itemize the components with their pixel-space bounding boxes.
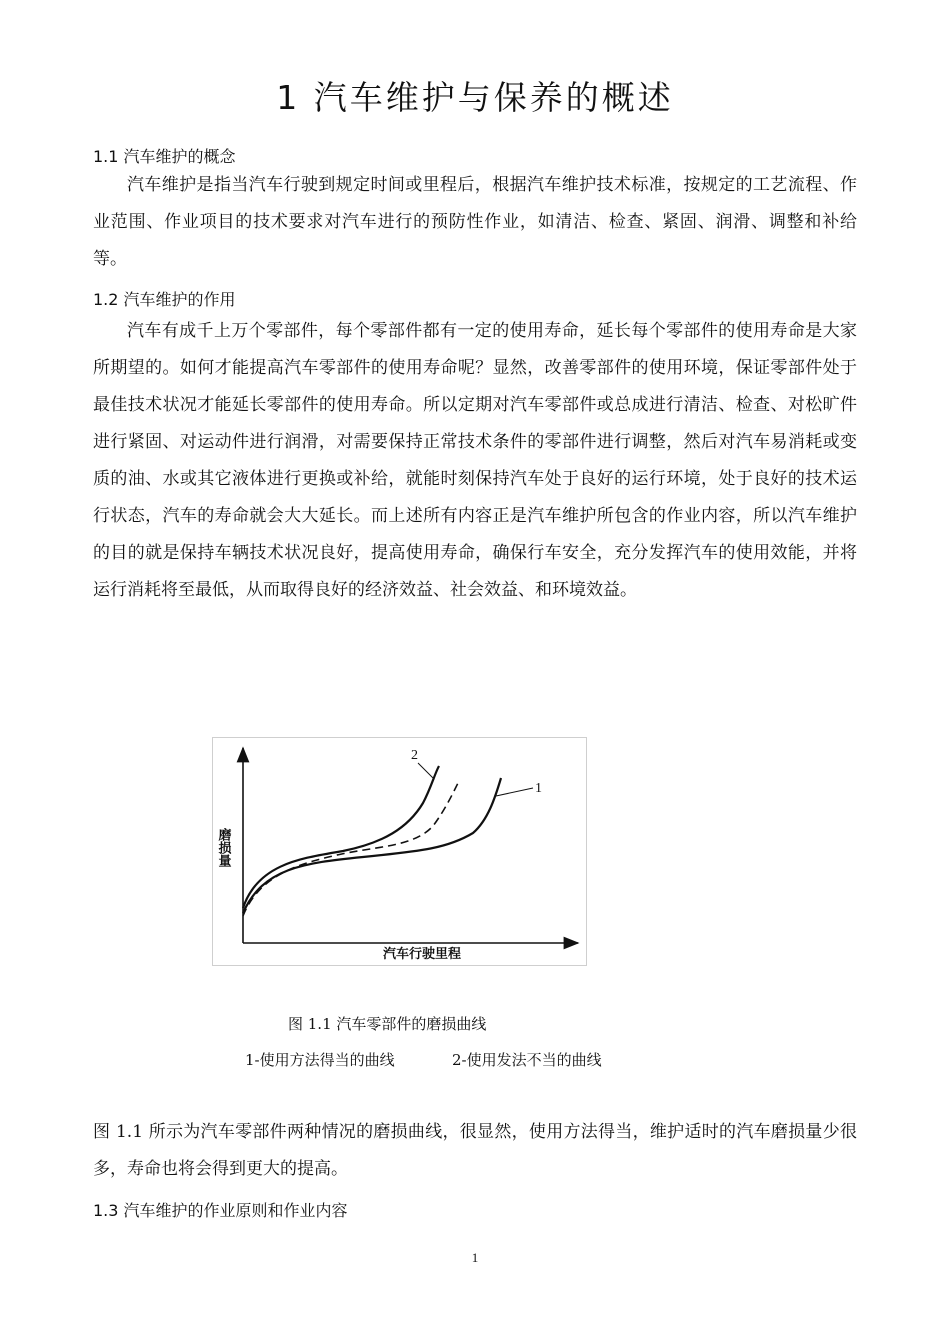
figure-legend-2: 2-使用发法不当的曲线 — [452, 1051, 602, 1069]
page-title: 1 汽车维护与保养的概述 — [276, 78, 674, 117]
page-number: 1 — [471, 1250, 479, 1265]
section-heading-1-3: 1.3 汽车维护的作业原则和作业内容 — [93, 1201, 348, 1220]
section-heading-1-1: 1.1 汽车维护的概念 — [93, 147, 236, 166]
curve-1 — [243, 778, 501, 913]
section-paragraph-1-1: 汽车维护是指当汽车行驶到规定时间或里程后，根据汽车维护技术标准，按规定的工艺流程、作业范围、作业项目的技术要求对汽车进行的预防性作业，如清洁、检查、紧固、润滑、调整和补给等。 — [93, 175, 857, 269]
curve-2 — [243, 766, 439, 908]
section-heading-1-2: 1.2 汽车维护的作用 — [93, 290, 236, 309]
y-axis-label: 磨损量 — [215, 828, 231, 867]
wear-curve-figure — [212, 737, 587, 966]
curve-2-label: 2 — [411, 748, 418, 763]
x-axis-label: 汽车行驶里程 — [383, 947, 462, 962]
figure-caption: 图 1.1 汽车零部件的磨损曲线 — [288, 1015, 487, 1033]
figure-description-paragraph: 图 1.1 所示为汽车零部件两种情况的磨损曲线，很显然，使用方法得当，维护适时的汽车磨损量少很多，寿命也将会得到更大的提高。 — [93, 1122, 857, 1179]
figure-legend-1: 1-使用方法得当的曲线 — [245, 1051, 395, 1069]
section-paragraph-1-2: 汽车有成千上万个零部件，每个零部件都有一定的使用寿命，延长每个零部件的使用寿命是大家所期望的。如何才能提高汽车零部件的使用寿命呢？显然，改善零部件的使用环境，保证零部件处于最佳技术状况才能延长零部件的使用寿命。所以定期对汽车零部件或总成进行清洁、检查、对松旷件进行紧固、对运动件进行润滑，对需要保持正常技术条件的零部件进行调整，然后对汽车易消耗或变质的油、水或其它液体进行更换或补给，就能时刻保持汽车处于良好的运行环境，处于良好的技术运行状态，汽车的寿命就会大大延长。而上述所有内容正是汽车维护所包含的作业内容，所以汽车维护的目的就是保持车辆技术状况良好，提高使用寿命，确保行车安全，充分发挥汽车的使用效能，并将运行消耗将至最低，从而取得良好的经济效益、社会效益、和环境效益。 — [93, 321, 857, 600]
curve-1-leader — [496, 788, 533, 796]
wear-curve-diagram — [213, 738, 588, 967]
curve-2-leader — [418, 763, 433, 778]
curve-1-label: 1 — [535, 781, 542, 796]
